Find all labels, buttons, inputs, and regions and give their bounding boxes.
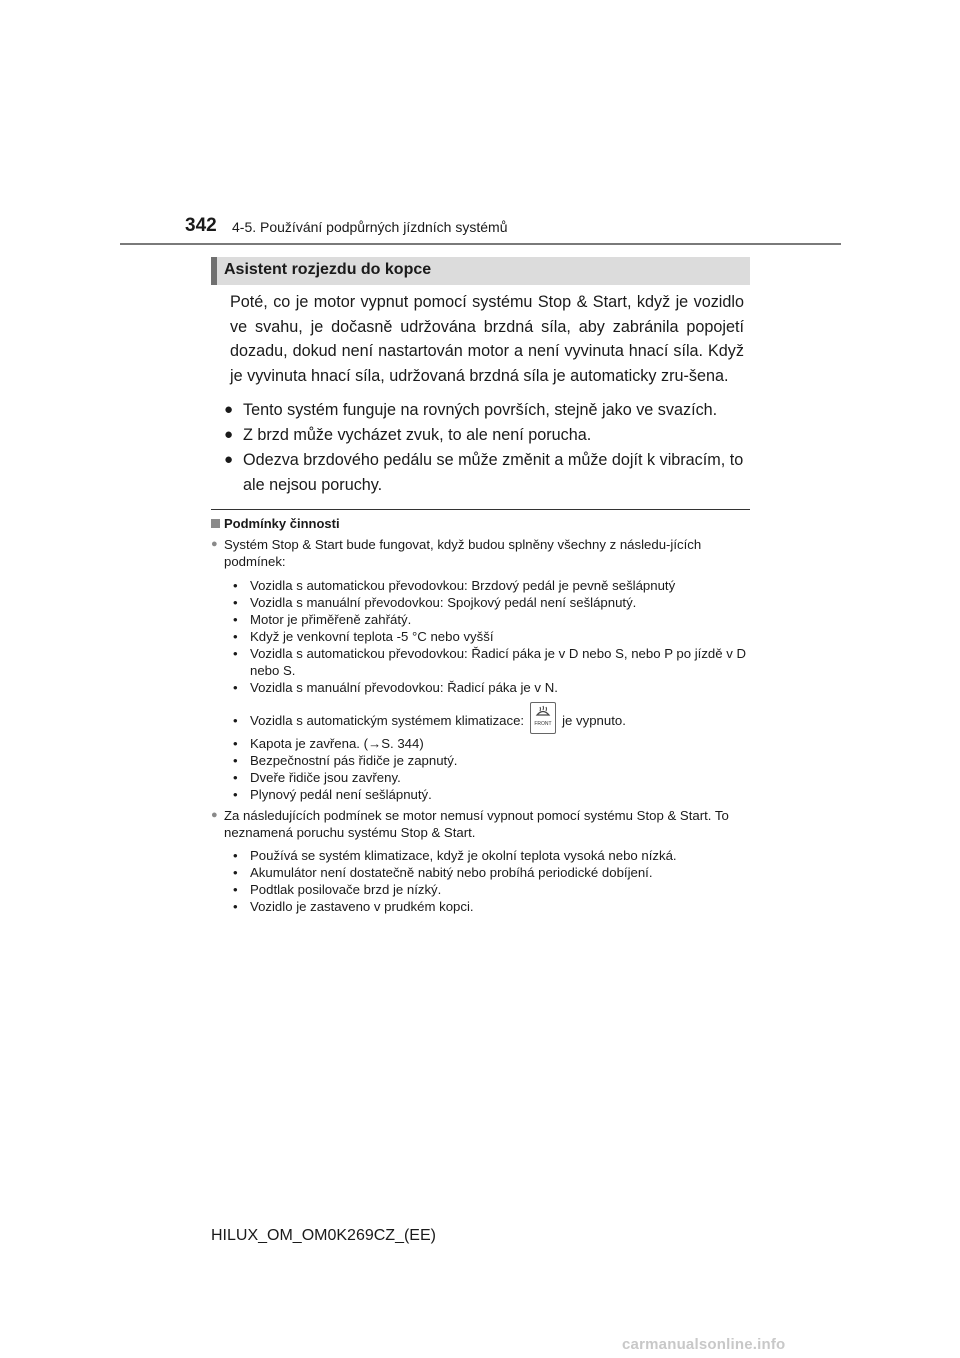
list-item: • Vozidla s manuální převodovkou: Řadicí páka je v N. [233, 680, 558, 695]
climate-item-text: Vozidla s automatickým systémem klimatizace: [250, 712, 525, 728]
list-item: • Vozidla s manuální převodovkou: Spojkový pedál není sešlápnutý. [233, 595, 637, 610]
condition-point [211, 807, 751, 841]
list-item: • Vozidla s automatickou převodovkou: Řadicí páka je v D nebo S, nebo P po jízdě v D nebo S. [233, 646, 747, 678]
list-item: • Kapota je zavřena. (→S. 344) [233, 736, 424, 751]
bullet-item [224, 398, 750, 423]
watermark-text: carmanualsonline.info [622, 1336, 786, 1353]
list-item: • Akumulátor není dostatečně nabitý nebo probíhá periodické dobíjení. [233, 865, 653, 880]
condition-list [233, 577, 751, 696]
section-title: Asistent rozjezdu do kopce [224, 261, 432, 278]
header-rule [120, 243, 841, 245]
bullet-dot-icon: ● [211, 538, 218, 550]
list-bullet: • [233, 712, 238, 728]
bullet-text: Odezva brzdového pedálu se může změnit a může dojít k vibracím, to ale nejsou poruchy. [243, 451, 744, 494]
square-bullet-icon [211, 519, 220, 528]
section-divider [211, 509, 750, 510]
condition-point-text: Za následujících podmínek se motor nemusí vypnout pomocí systému Stop & Start. To neznamená poruchu systému Stop & Start. [224, 808, 729, 840]
bullet-item [224, 448, 750, 497]
condition-point [211, 536, 751, 570]
list-item: • Motor je přiměřeně zahřátý. [233, 612, 412, 627]
bullet-item [224, 423, 750, 448]
climate-list-item [233, 704, 751, 736]
conditions-heading-text: Podmínky činnosti [224, 516, 340, 531]
bullet-text: Z brzd může vycházet zvuk, to ale není porucha. [243, 426, 592, 444]
list-item: • Bezpečnostní pás řidiče je zapnutý. [233, 753, 458, 768]
list-item: • Vozidlo je zastaveno v prudkém kopci. [233, 899, 474, 914]
list-item: • Plynový pedál není sešlápnutý. [233, 787, 432, 802]
condition-list [233, 735, 751, 803]
condition-point-text: Systém Stop & Start bude fungovat, když budou splněny všechny z následu-jících podmínek: [224, 537, 702, 569]
front-icon-label: FRONT [534, 721, 552, 727]
chapter-title: 4-5. Používání podpůrných jízdních systémů [232, 219, 508, 235]
bullet-dot-icon: ● [224, 451, 234, 468]
list-item: • Vozidla s automatickou převodovkou: Brzdový pedál je pevně sešlápnutý [233, 578, 676, 593]
list-item: • Dveře řidiče jsou zavřeny. [233, 770, 401, 785]
conditions-heading [211, 516, 340, 531]
list-item: • Když je venkovní teplota -5 °C nebo vyšší [233, 629, 494, 644]
list-item: • Podtlak posilovače brzd je nízký. [233, 882, 442, 897]
bullet-text: Tento systém funguje na rovných površích, stejně jako ve svazích. [243, 401, 718, 419]
section-heading-accent [211, 257, 217, 285]
list-item: • Používá se systém klimatizace, když je okolní teplota vysoká nebo nízká. [233, 848, 677, 863]
condition-list [233, 847, 751, 915]
climate-item-suffix: je vypnuto. [562, 712, 626, 728]
front-defroster-icon [530, 702, 556, 734]
section-heading-bar [211, 257, 750, 285]
page-number: 342 [185, 215, 217, 236]
bullet-dot-icon: ● [211, 809, 218, 821]
document-code: HILUX_OM_OM0K269CZ_(EE) [211, 1227, 436, 1244]
bullet-dot-icon: ● [224, 401, 234, 418]
bullet-dot-icon: ● [224, 426, 234, 443]
intro-paragraph: Poté, co je motor vypnut pomocí systému Stop & Start, když je vozidlo ve svahu, je dočasně udržována brzdná síla, aby zabránila popojetí dozadu, dokud není nastartován motor a není vyvinuta hnací síla. Když je vyvinuta hnací síla, udržovaná brzdná síla je automaticky zru-šena. [230, 293, 744, 385]
